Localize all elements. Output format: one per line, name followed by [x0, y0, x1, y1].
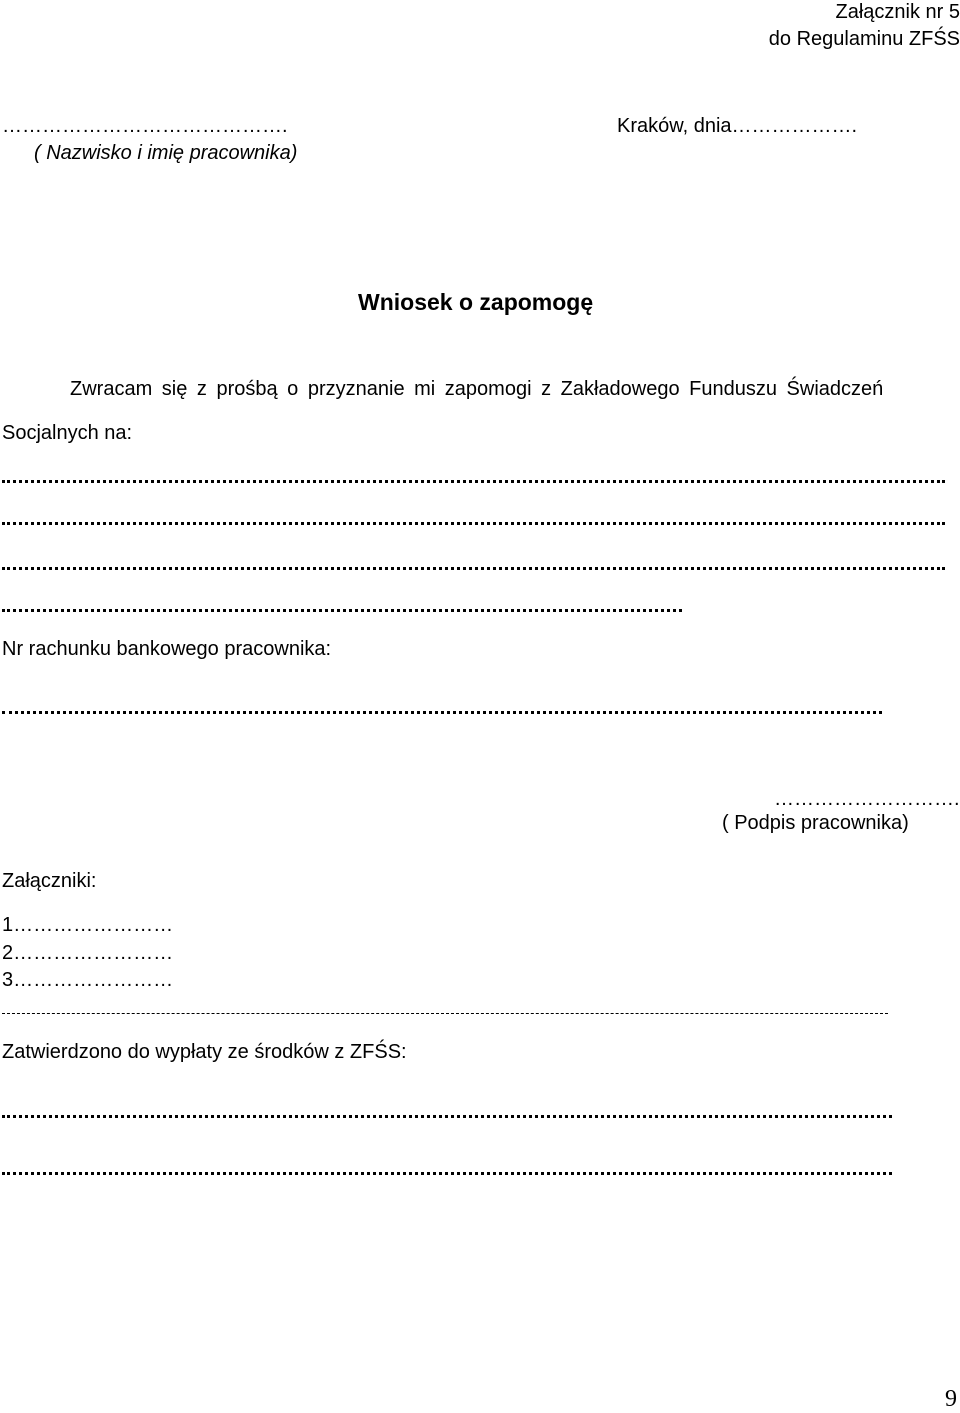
- approval-line-1: [2, 1115, 892, 1118]
- approval-line-2: [2, 1172, 892, 1175]
- bank-account-label: Nr rachunku bankowego pracownika:: [2, 637, 331, 661]
- attachment-item-3: 3……………………: [2, 968, 173, 992]
- request-text-line1: Zwracam się z prośbą o przyznanie mi zapomogi z Zakładowego Funduszu Świadczeń: [70, 377, 883, 401]
- page-number: 9: [945, 1385, 957, 1413]
- separator-line: [2, 1013, 888, 1014]
- attachments-label: Załączniki:: [2, 869, 96, 893]
- approval-label: Zatwierdzono do wypłaty ze środków z ZFŚS:: [2, 1040, 407, 1064]
- bank-account-line: [2, 711, 882, 714]
- signature-caption: ( Podpis pracownika): [722, 811, 909, 835]
- purpose-line-3: [2, 567, 945, 570]
- purpose-line-2: [2, 522, 945, 525]
- applicant-name-line: …………………………………….: [2, 114, 288, 138]
- signature-line: ……………………….: [774, 787, 960, 811]
- page-title: Wniosek o zapomogę: [358, 288, 593, 316]
- purpose-line-4: [2, 609, 682, 612]
- place-date: Kraków, dnia……………….: [617, 114, 857, 138]
- request-text-line2: Socjalnych na:: [2, 421, 132, 445]
- attachment-item-1: 1……………………: [2, 913, 173, 937]
- attachment-item-2: 2……………………: [2, 941, 173, 965]
- annex-number: Załącznik nr 5: [836, 0, 960, 24]
- annex-regulation: do Regulaminu ZFŚS: [769, 27, 960, 51]
- applicant-name-caption: ( Nazwisko i imię pracownika): [34, 141, 297, 165]
- purpose-line-1: [2, 480, 945, 483]
